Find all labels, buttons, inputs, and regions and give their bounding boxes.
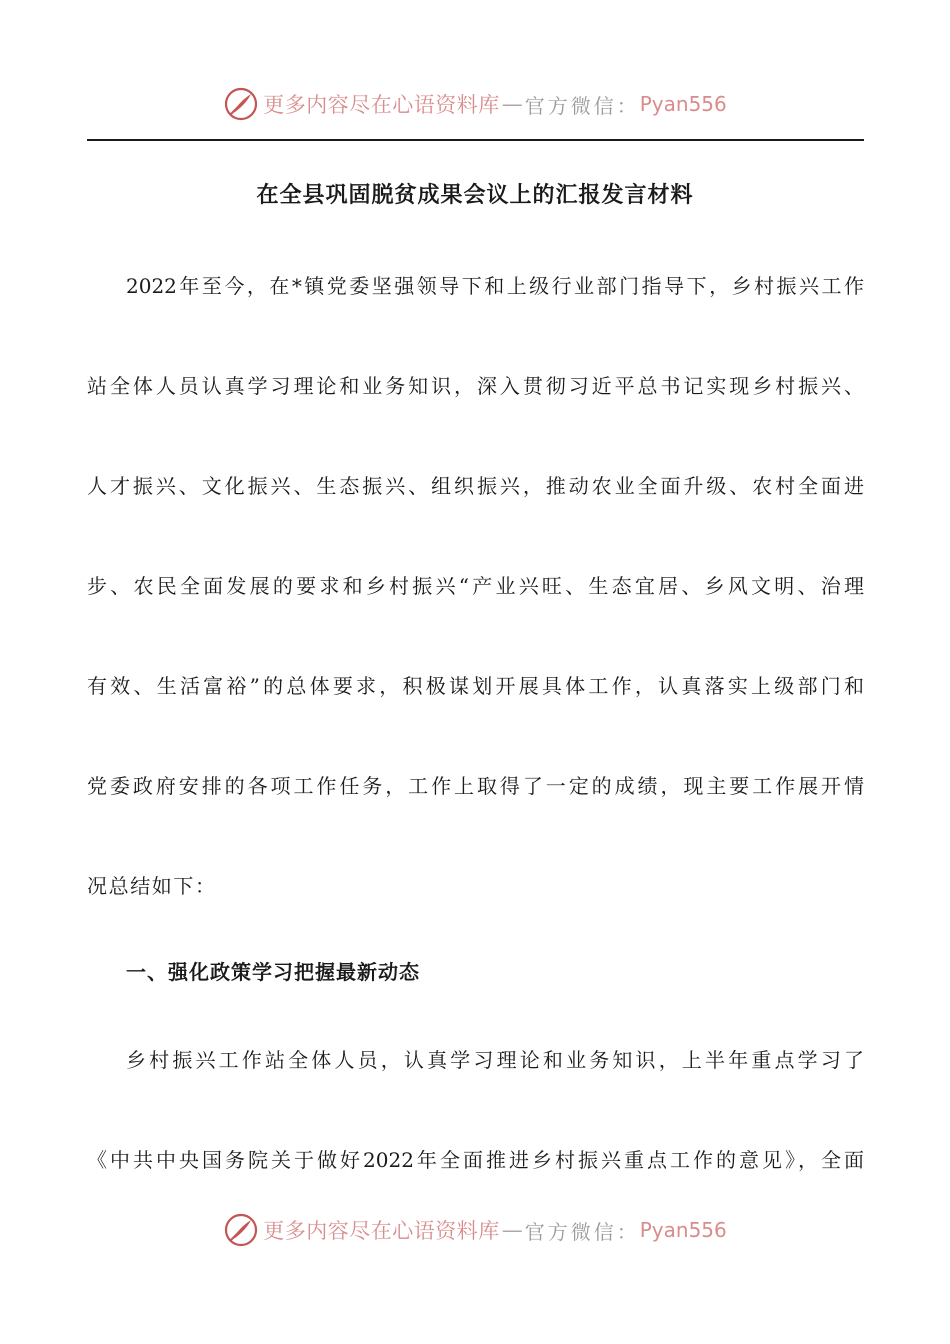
- document-title: 在全县巩固脱贫成果会议上的汇报发言材料: [256, 183, 694, 208]
- paragraph-line: 乡村振兴工作站全体人员，认真学习理论和业务知识，上半年重点学习了: [126, 1048, 864, 1072]
- quill-pen-logo-icon: [223, 1212, 259, 1248]
- paragraph-line: 步、农民全面发展的要求和乡村振兴“产业兴旺、生态宜居、乡风文明、治理: [87, 574, 864, 598]
- paragraph-line: 况总结如下：: [87, 874, 217, 898]
- banner-slogan: 更多内容尽在心语资料库: [263, 1219, 500, 1243]
- banner-separator: —: [501, 92, 523, 116]
- paragraph-line: 有效、生活富裕”的总体要求，积极谋划开展具体工作，认真落实上级部门和: [87, 674, 864, 698]
- header-rule: [87, 139, 864, 141]
- banner-slogan: 更多内容尽在心语资料库: [263, 93, 500, 117]
- paragraph-line: 人才振兴、文化振兴、生态振兴、组织振兴，推动农业全面升级、农村全面进: [87, 474, 864, 498]
- banner-wechat-id: Pyan556: [639, 92, 727, 116]
- section-heading: 一、强化政策学习把握最新动态: [126, 960, 420, 984]
- paragraph-line: 站全体人员认真学习理论和业务知识，深入贯彻习近平总书记实现乡村振兴、: [87, 374, 864, 398]
- paragraph-line: 《中共中央国务院关于做好2022年全面推进乡村振兴重点工作的意见》，全面: [87, 1148, 864, 1172]
- paragraph-line: 党委政府安排的各项工作任务，工作上取得了一定的成绩，现主要工作展开情: [87, 774, 864, 798]
- banner-wechat-id: Pyan556: [639, 1218, 727, 1242]
- banner-wechat-label: 官方微信：: [524, 1219, 640, 1244]
- quill-pen-logo-icon: [223, 86, 259, 122]
- paragraph-line: 2022年至今，在*镇党委坚强领导下和上级行业部门指导下，乡村振兴工作: [126, 274, 864, 298]
- footer-banner: [0, 1208, 950, 1252]
- banner-separator: —: [501, 1218, 523, 1242]
- banner-wechat-label: 官方微信：: [524, 93, 640, 118]
- header-banner: [0, 82, 950, 126]
